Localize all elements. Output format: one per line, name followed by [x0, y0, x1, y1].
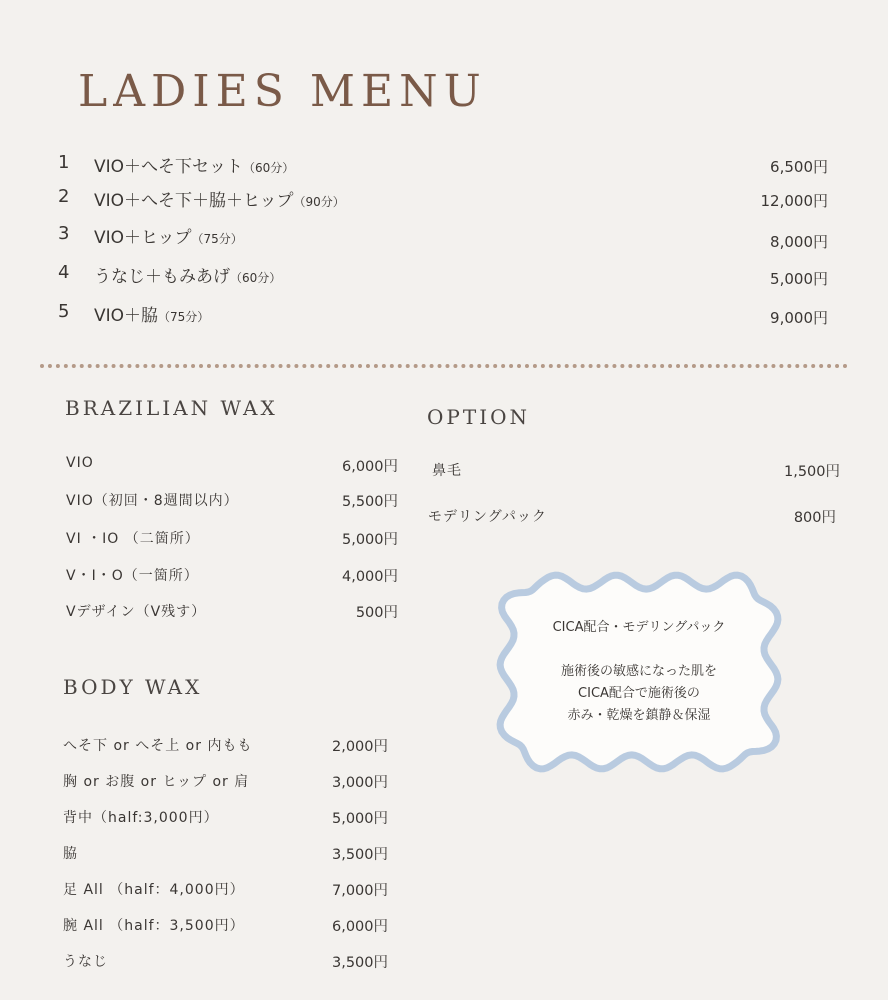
body-wax-row	[63, 951, 388, 973]
item-label: VIO	[66, 455, 94, 471]
item-price: 6,000円	[341, 459, 398, 475]
item-price: 500円	[355, 605, 398, 621]
body-wax-title: BODY WAX	[63, 675, 203, 699]
item-label: モデリングパック	[428, 509, 547, 525]
menu-number: 2	[58, 186, 70, 207]
menu-duration: （90分）	[293, 195, 345, 209]
dotted-divider	[40, 364, 848, 368]
item-price: 6,000円	[331, 919, 388, 935]
item-label: Vデザイン（V残す）	[66, 604, 207, 620]
brazilian-row	[66, 455, 398, 477]
menu-row	[58, 301, 828, 327]
cica-note-line: 施術後の敏感になった肌を	[560, 664, 717, 679]
menu-row	[58, 186, 828, 212]
menu-name: うなじ＋もみあげ（60分）	[94, 267, 282, 287]
brazilian-row	[66, 490, 398, 512]
item-label: 背中（half:3,000円）	[63, 810, 219, 826]
menu-name: VIO＋ヒップ（75分）	[94, 228, 243, 248]
item-price: 5,000円	[341, 532, 398, 548]
brazilian-row	[66, 601, 398, 623]
menu-number: 3	[58, 223, 70, 244]
menu-price: 12,000円	[760, 192, 828, 210]
menu-price: 5,000円	[770, 270, 828, 288]
body-wax-row	[63, 771, 388, 793]
item-label: うなじ	[63, 954, 108, 970]
menu-price: 9,000円	[770, 309, 828, 327]
cica-note-line: CICA配合で施術後の	[578, 686, 700, 701]
brazilian-row	[66, 528, 398, 550]
menu-name: VIO＋へそ下＋脇＋ヒップ（90分）	[94, 191, 345, 211]
item-price: 4,000円	[341, 569, 398, 585]
option-row	[432, 460, 840, 482]
item-price: 3,000円	[331, 775, 388, 791]
menu-number: 5	[58, 301, 70, 322]
page-title: LADIES MENU	[78, 66, 487, 117]
item-price: 5,000円	[331, 811, 388, 827]
item-label: 足 All （half：4,000円）	[63, 882, 245, 898]
brazilian-wax-title: BRAZILIAN WAX	[65, 396, 278, 420]
body-wax-row	[63, 915, 388, 937]
item-label: 胸 or お腹 or ヒップ or 肩	[63, 774, 250, 790]
body-wax-row	[63, 843, 388, 865]
body-wax-row	[63, 735, 388, 757]
menu-row	[58, 262, 828, 288]
item-label: VI ・IO （二箇所）	[66, 531, 200, 547]
body-wax-row	[63, 807, 388, 829]
item-price: 1,500円	[783, 464, 840, 480]
menu-duration: （60分）	[230, 271, 282, 285]
item-label: V・I・O（一箇所）	[66, 568, 199, 584]
item-label: へそ下 or へそ上 or 内もも	[63, 738, 253, 754]
menu-duration: （60分）	[243, 161, 295, 175]
item-price: 2,000円	[331, 739, 388, 755]
item-label: 鼻毛	[432, 463, 462, 479]
menu-row	[58, 152, 828, 178]
cica-note-heading: CICA配合・モデリングパック	[552, 620, 726, 635]
item-label: 脇	[63, 846, 78, 862]
item-price: 3,500円	[331, 955, 388, 971]
item-price: 5,500円	[341, 494, 398, 510]
menu-row	[58, 223, 828, 249]
item-price: 800円	[793, 510, 836, 526]
menu-name: VIO＋脇（75分）	[94, 306, 210, 326]
menu-number: 4	[58, 262, 70, 283]
option-title: OPTION	[427, 405, 530, 429]
cica-note-line: 赤み・乾燥を鎮静＆保湿	[567, 708, 711, 723]
item-label: VIO（初回・8週間以内）	[66, 493, 239, 509]
menu-price: 8,000円	[770, 233, 828, 251]
cica-note-box	[495, 570, 783, 774]
menu-duration: （75分）	[191, 232, 243, 246]
menu-number: 1	[58, 152, 70, 173]
item-price: 3,500円	[331, 847, 388, 863]
menu-price: 6,500円	[770, 158, 828, 176]
option-row	[428, 506, 836, 528]
item-label: 腕 All （half：3,500円）	[63, 918, 245, 934]
menu-duration: （75分）	[158, 310, 210, 324]
menu-name: VIO＋へそ下セット（60分）	[94, 157, 295, 177]
body-wax-row	[63, 879, 388, 901]
brazilian-row	[66, 565, 398, 587]
item-price: 7,000円	[331, 883, 388, 899]
